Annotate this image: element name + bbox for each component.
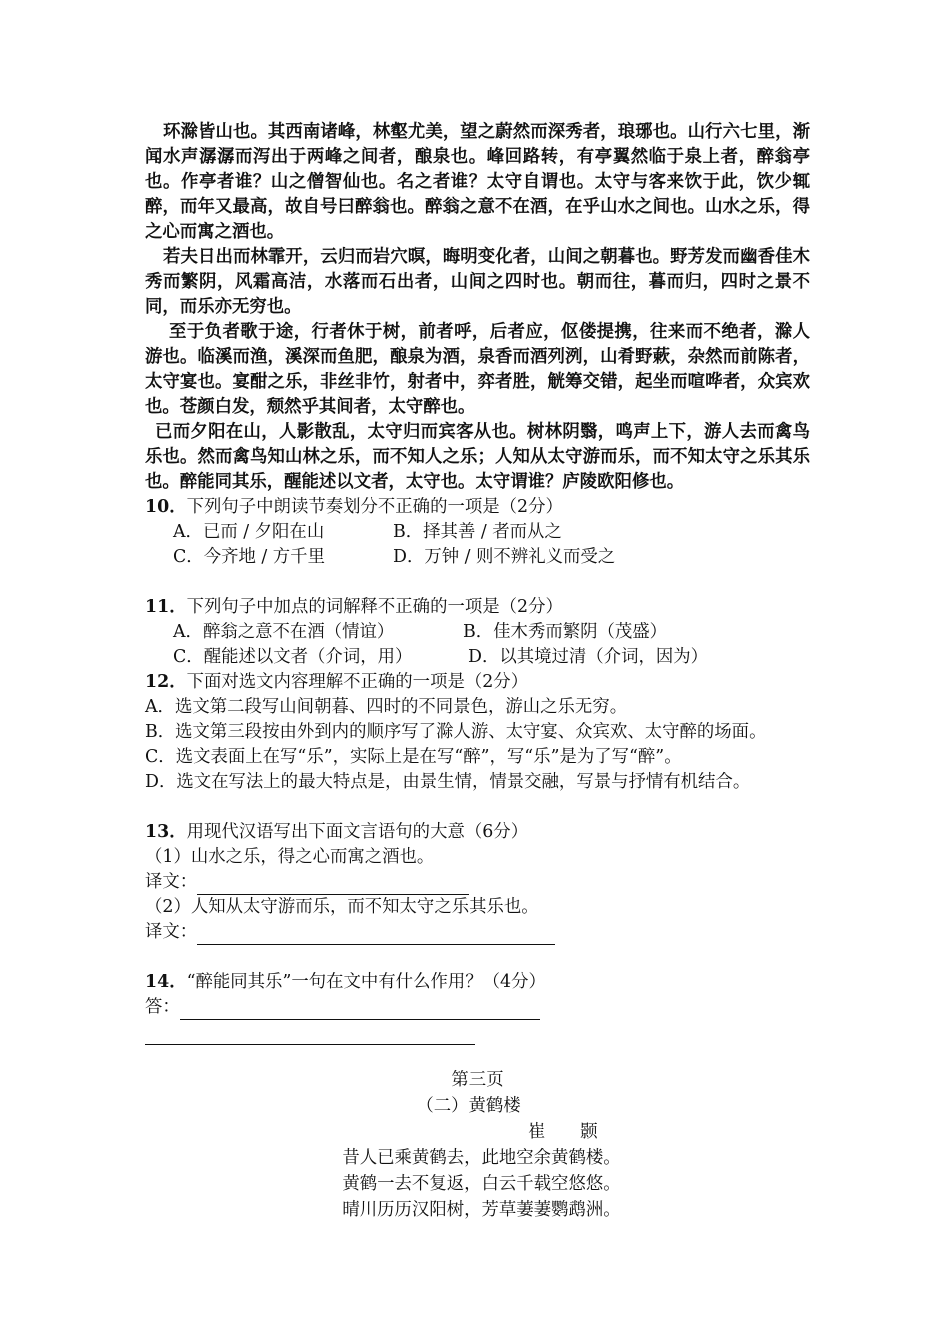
passage-paragraph-3: 至于负者歌于途，行者休于树，前者呼，后者应，伛偻提携，往来而不绝者，滁人游也。临溪而渔，溪深而鱼肥，酿泉为酒，泉香而酒列洌，山肴野蔌，杂然而前陈者，太守宴也。宴酣之乐，非丝非竹，射者中，弈者胜，觥筹交错，起坐而喧哗者，众宾欢也。苍颜白发，颓然乎其间者，太守醉也。 bbox=[145, 322, 810, 417]
question-10-option-b: B．择其善 / 者而从之 bbox=[393, 522, 562, 542]
question-10-stem: 下列句子中朗读节奏划分不正确的一项是（2分） bbox=[186, 497, 563, 517]
question-13-stem: 用现代汉语写出下面文言语句的大意（6分） bbox=[186, 822, 529, 842]
question-14-stem: “醉能同其乐”一句在文中有什么作用？（4分） bbox=[186, 972, 546, 992]
question-12-option-b: B．选文第三段按由外到内的顺序写了滁人游、太守宴、众宾欢、太守醉的场面。 bbox=[145, 722, 767, 742]
question-11-options-ab bbox=[145, 620, 810, 645]
answer-blank-4[interactable] bbox=[145, 1026, 475, 1045]
question-11-option-c: C．醒能述以文者（介词，用） bbox=[173, 647, 413, 667]
question-11-options-cd bbox=[145, 645, 810, 670]
question-12-option-c: C．选文表面上在写“乐”，实际上是在写“醉”，写“乐”是为了写“醉”。 bbox=[145, 747, 682, 767]
question-10-option-c: C．今齐地 / 方千里 bbox=[173, 547, 325, 567]
question-12 bbox=[145, 670, 810, 695]
answer-blank-3[interactable] bbox=[180, 1001, 540, 1020]
question-11-option-b: B．佳木秀而繁阴（茂盛） bbox=[463, 622, 668, 642]
question-13-answer-2 bbox=[145, 920, 810, 945]
question-13-answer-1 bbox=[145, 870, 810, 895]
question-12-stem: 下面对选文内容理解不正确的一项是（2分） bbox=[186, 672, 529, 692]
question-11 bbox=[145, 595, 810, 620]
poem-line-1: 昔人已乘黄鹤去，此地空余黄鹤楼。 bbox=[342, 1148, 621, 1168]
question-10-number: 10． bbox=[145, 497, 187, 517]
answer-label: 答： bbox=[145, 997, 180, 1017]
question-13 bbox=[145, 820, 810, 845]
passage-paragraph-4: 已而夕阳在山，人影散乱，太守归而宾客从也。树林阴翳，鸣声上下，游人去而禽鸟乐也。然而禽鸟知山林之乐，而不知人之乐；人知从太守游而乐，而不知太守之乐其乐也。醉能同其乐，醒能述以文者，太守也。太守谓谁？庐陵欧阳修也。 bbox=[145, 422, 810, 492]
passage-paragraph-2: 若夫日出而林霏开，云归而岩穴暝，晦明变化者，山间之朝暮也。野芳发而幽香佳木秀而繁阴，风霜高洁，水落而石出者，山间之四时也。朝而往，暮而归，四时之景不同，而乐亦无穷也。 bbox=[145, 247, 810, 317]
passage-paragraph-1: 环滁皆山也。其西南诸峰，林壑尤美，望之蔚然而深秀者，琅琊也。山行六七里，渐闻水声潺潺而泻出于两峰之间者，酿泉也。峰回路转，有亭翼然临于泉上者，醉翁亭也。作亭者谁？山之僧智仙也。名之者谁？太守自谓也。太守与客来饮于此，饮少辄醉，而年又最高，故自号曰醉翁也。醉翁之意不在酒，在乎山水之间也。山水之乐，得之心而寓之酒也。 bbox=[145, 122, 810, 242]
poem-line-3: 晴川历历汉阳树，芳草萋萋鹦鹉洲。 bbox=[342, 1200, 621, 1220]
poem-author: 崔 颢 bbox=[528, 1122, 598, 1142]
answer-blank-1[interactable] bbox=[197, 876, 469, 895]
answer-blank-2[interactable] bbox=[197, 926, 555, 945]
question-10-options-ab bbox=[145, 520, 810, 545]
question-11-option-d: D．以其境过清（介词，因为） bbox=[468, 647, 709, 667]
exam-page bbox=[145, 120, 810, 1223]
question-13-number: 13． bbox=[145, 822, 187, 842]
answer-label: 译文： bbox=[145, 922, 198, 942]
question-14-number: 14． bbox=[145, 972, 187, 992]
answer-label: 译文： bbox=[145, 872, 198, 892]
question-10-option-d: D．万钟 / 则不辨礼义而受之 bbox=[393, 547, 616, 567]
poem-line-2: 黄鹤一去不复返，白云千载空悠悠。 bbox=[342, 1174, 621, 1194]
question-11-number: 11． bbox=[145, 597, 187, 617]
question-10 bbox=[145, 495, 810, 520]
question-14-answer bbox=[145, 995, 810, 1020]
question-10-option-a: A．已而 / 夕阳在山 bbox=[173, 522, 325, 542]
question-11-stem: 下列句子中加点的词解释不正确的一项是（2分） bbox=[186, 597, 563, 617]
section-title: （二）黄鹤楼 bbox=[416, 1096, 521, 1116]
question-14 bbox=[145, 970, 810, 995]
question-11-option-a: A．醉翁之意不在酒（情谊） bbox=[173, 622, 395, 642]
question-13-sentence-1: （1）山水之乐，得之心而寓之酒也。 bbox=[145, 847, 435, 867]
question-12-option-d: D．选文在写法上的最大特点是，由景生情，情景交融，写景与抒情有机结合。 bbox=[145, 772, 751, 792]
question-10-options-cd bbox=[145, 545, 810, 570]
question-13-sentence-2: （2）人知从太守游而乐，而不知太守之乐其乐也。 bbox=[145, 897, 539, 917]
question-12-option-a: A．选文第二段写山间朝暮、四时的不同景色，游山之乐无穷。 bbox=[145, 697, 628, 717]
page-label: 第三页 bbox=[451, 1070, 504, 1090]
question-12-number: 12． bbox=[145, 672, 187, 692]
